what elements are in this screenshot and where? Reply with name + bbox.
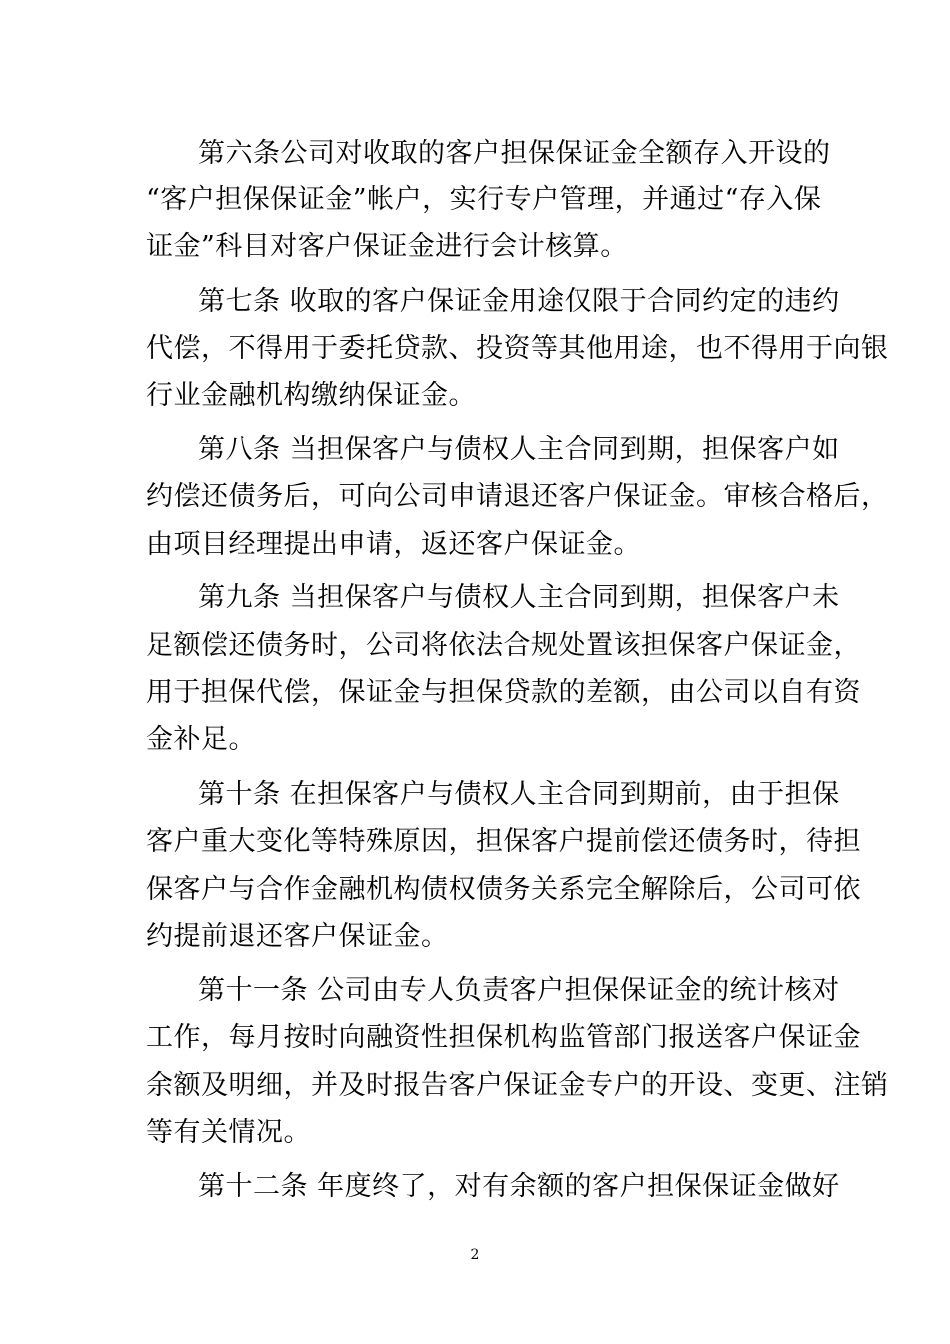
article-11-line-3: 余额及明细，并及时报告客户保证金专户的开设、变更、注销 bbox=[146, 1070, 889, 1101]
article-11-line-1: 第十一条 公司由专人负责客户担保保证金的统计核对 bbox=[198, 975, 840, 1006]
article-11-line-2: 工作，每月按时向融资性担保机构监管部门报送客户保证金 bbox=[146, 1022, 861, 1053]
article-9-line-2: 足额偿还债务时，公司将依法合规处置该担保客户保证金， bbox=[146, 630, 861, 661]
article-9-line-3: 用于担保代偿，保证金与担保贷款的差额，由公司以自有资 bbox=[146, 677, 861, 708]
article-9-line-4: 金补足。 bbox=[146, 724, 256, 755]
article-7-line-3: 行业金融机构缴纳保证金。 bbox=[146, 380, 476, 411]
article-11-line-4: 等有关情况。 bbox=[146, 1117, 311, 1148]
article-7-line-1: 第七条 收取的客户保证金用途仅限于合同约定的违约 bbox=[198, 286, 840, 317]
article-8-line-1: 第八条 当担保客户与债权人主合同到期，担保客户如 bbox=[198, 434, 840, 465]
article-6-line-3: 证金”科目对客户保证金进行会计核算。 bbox=[146, 231, 628, 262]
article-6-line-1: 第六条公司对收取的客户担保保证金全额存入开设的 bbox=[198, 138, 831, 169]
article-10-line-2: 客户重大变化等特殊原因，担保客户提前偿还债务时，待担 bbox=[146, 826, 861, 857]
article-12-line-1: 第十二条 年度终了，对有余额的客户担保保证金做好 bbox=[198, 1171, 840, 1202]
article-10-line-3: 保客户与合作金融机构债权债务关系完全解除后，公司可依 bbox=[146, 874, 861, 905]
article-7-line-2: 代偿，不得用于委托贷款、投资等其他用途，也不得用于向银 bbox=[146, 333, 889, 364]
article-8-line-3: 由项目经理提出申请，返还客户保证金。 bbox=[146, 529, 641, 560]
article-6-line-2: “客户担保保证金”帐户，实行专户管理，并通过“存入保 bbox=[146, 184, 822, 215]
article-9-line-1: 第九条 当担保客户与债权人主合同到期，担保客户未 bbox=[198, 582, 840, 613]
article-8-line-2: 约偿还债务后，可向公司申请退还客户保证金。审核合格后， bbox=[146, 481, 889, 512]
article-10-line-1: 第十条 在担保客户与债权人主合同到期前，由于担保 bbox=[198, 779, 840, 810]
article-10-line-4: 约提前退还客户保证金。 bbox=[146, 921, 449, 952]
page-number: 2 bbox=[470, 1247, 480, 1263]
